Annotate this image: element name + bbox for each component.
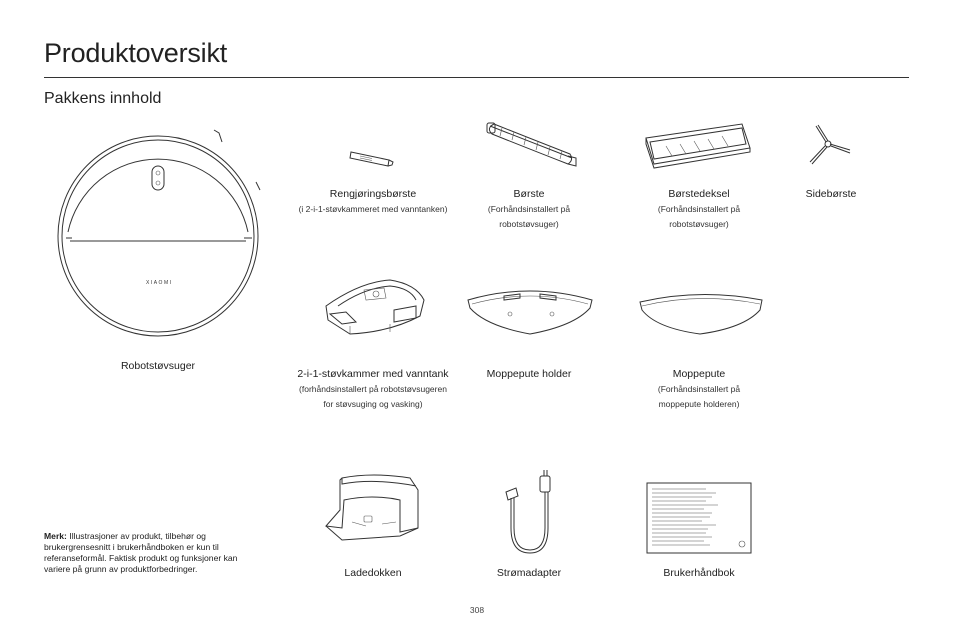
user-manual-illustration: [646, 482, 752, 554]
cleaning-brush-illustration: [348, 148, 394, 170]
main-brush-illustration: [484, 120, 580, 182]
caption-adapter: Strømadapter: [496, 567, 562, 579]
disclaimer-note: [44, 531, 244, 575]
charging-dock-illustration: [322, 470, 426, 548]
brush-cover-illustration: [642, 122, 754, 170]
caption-dock: Ladedokken: [344, 567, 402, 579]
page-number: 308: [469, 605, 485, 615]
caption-cleaning-brush: Rengjøringsbørste (i 2-i-1-støvkammeret med vanntanken): [298, 188, 448, 214]
page-title: Produktoversikt: [44, 38, 228, 68]
caption-side-brush: Sidebørste: [805, 188, 857, 200]
robot-vacuum-illustration: [56, 120, 271, 355]
caption-manual: Brukerhåndbok: [663, 567, 735, 579]
mop-pad-illustration: [636, 288, 766, 338]
dust-bin-illustration: [320, 276, 430, 338]
robot-logo: XIAOMI: [146, 280, 173, 286]
section-title: Pakkens innhold: [44, 90, 162, 107]
note-text: Illustrasjoner av produkt, tilbehør og brukergrensesnitt i brukerhåndboken er kun til referanseformål. Faktisk produkt og funksjoner kan variere på grunn av produktforbedringer.: [44, 531, 238, 574]
side-brush-illustration: [806, 124, 852, 170]
note-lead: Merk:: [44, 531, 67, 541]
power-adapter-illustration: [502, 468, 558, 554]
caption-brush: Børste (Forhåndsinstallert på robotstøvsuger): [487, 188, 571, 229]
caption-robot: Robotstøvsuger: [120, 360, 196, 372]
caption-mop-holder: Moppepute holder: [486, 368, 572, 380]
caption-mop-pad: Moppepute (Forhåndsinstallert på moppepute holderen): [657, 368, 741, 409]
mop-holder-illustration: [464, 286, 596, 338]
caption-dust-bin: 2-i-1-støvkammer med vanntank (forhåndsinstallert på robotstøvsugeren for støvsuging og vasking): [297, 368, 449, 409]
title-divider: [44, 77, 909, 78]
caption-brush-cover: Børstedeksel (Forhåndsinstallert på robotstøvsuger): [657, 188, 741, 229]
